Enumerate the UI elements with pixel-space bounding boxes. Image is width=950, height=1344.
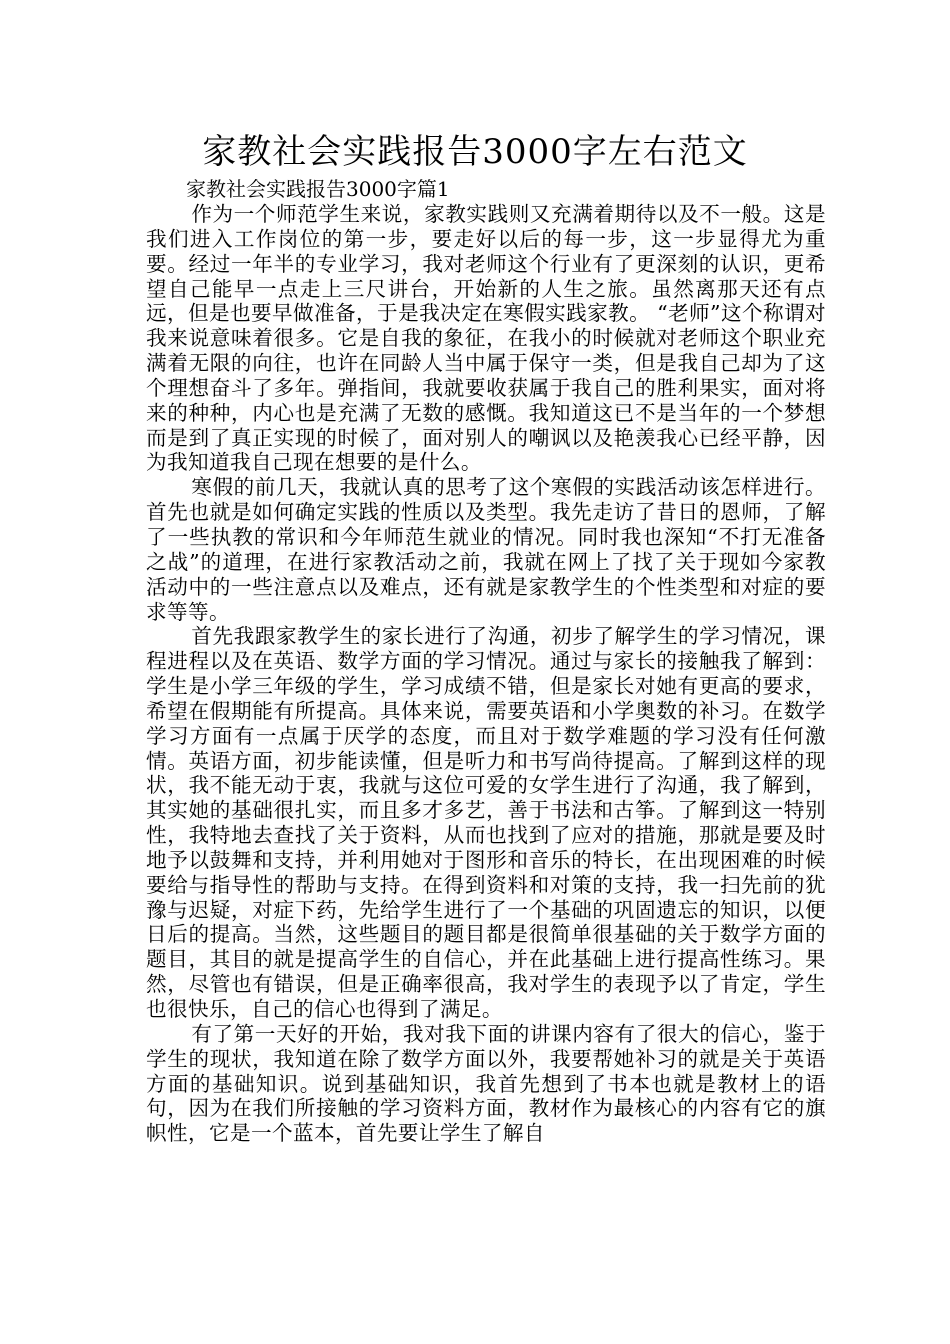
document-title: 家教社会实践报告3000字左右范文 bbox=[202, 132, 748, 172]
paragraph: 首先我跟家教学生的家长进行了沟通，初步了解学生的学习情况，课程进程以及在英语、数学方面的学习情况。通过与家长的接触我了解到：学生是小学三年级的学生，学习成绩不错，但是家长对她有更高的要求，希望在假期能有所提高。具体来说，需要英语和小学奥数的补习。在数学学习方面有一点属于厌学的态度，而且对于数学难题的学习没有任何激情。英语方面，初步能读懂，但是听力和书写尚待提高。了解到这样的现状，我不能无动于衷，我就与这位可爱的女学生进行了沟通，我了解到，其实她的基础很扎实，而且多才多艺，善于书法和古筝。了解到这一特别性，我特地去查找了关于资料，从而也找到了应对的措施，那就是要及时地予以鼓舞和支持，并利用她对于图形和音乐的特长，在出现困难的时候要给与指导性的帮助与支持。在得到资料和对策的支持，我一扫先前的犹豫与迟疑，对症下药，先给学生进行了一个基础的巩固遗忘的知识，以便日后的提高。当然，这些题目的题目都是很简单很基础的关于数学方面的题目，其目的就是提高学生的自信心，并在此基础上进行提高性练习。果然，尽管也有错误，但是正确率很高，我对学生的表现予以了肯定，学生也很快乐，自己的信心也得到了满足。 bbox=[146, 624, 826, 1021]
paragraph: 寒假的前几天，我就认真的思考了这个寒假的实践活动该怎样进行。首先也就是如何确定实践的性质以及类型。我先走访了昔日的恩师，了解了一些执教的常识和今年师范生就业的情况。同时我也深知“不打无准备之战”的道理，在进行家教活动之前，我就在网上了找了关于现如今家教活动中的一些注意点以及难点，还有就是家教学生的个性类型和对症的要求等等。 bbox=[146, 475, 826, 624]
paragraph: 作为一个师范学生来说，家教实践则又充满着期待以及不一般。这是我们进入工作岗位的第一步，要走好以后的每一步，这一步显得尤为重要。经过一年半的专业学习，我对老师这个行业有了更深刻的认识，更希望自己能早一点走上三尺讲台，开始新的人生之旅。虽然离那天还有点远，但是也要早做准备，于是我决定在寒假实践家教。 “老师”这个称谓对我来说意味着很多。它是自我的象征，在我小的时候就对老师这个职业充满着无限的向往，也许在同龄人当中属于保守一类，但是我自己却为了这个理想奋斗了多年。弹指间，我就要收获属于我自己的胜利果实，面对将来的种种，内心也是充满了无数的感慨。我知道这已不是当年的一个梦想而是到了真正实现的时候了，面对别人的嘲讽以及艳羡我心已经平静，因为我知道我自己现在想要的是什么。 bbox=[146, 202, 826, 475]
body-text bbox=[146, 202, 826, 1146]
section-heading: 家教社会实践报告3000字篇1 bbox=[186, 177, 450, 201]
paragraph: 有了第一天好的开始，我对我下面的讲课内容有了很大的信心，鉴于学生的现状，我知道在除了数学方面以外，我要帮她补习的就是关于英语方面的基础知识。说到基础知识，我首先想到了书本也就是教材上的语句，因为在我们所接触的学习资料方面，教材作为最核心的内容有它的旗帜性，它是一个蓝本，首先要让学生了解自 bbox=[146, 1021, 826, 1146]
